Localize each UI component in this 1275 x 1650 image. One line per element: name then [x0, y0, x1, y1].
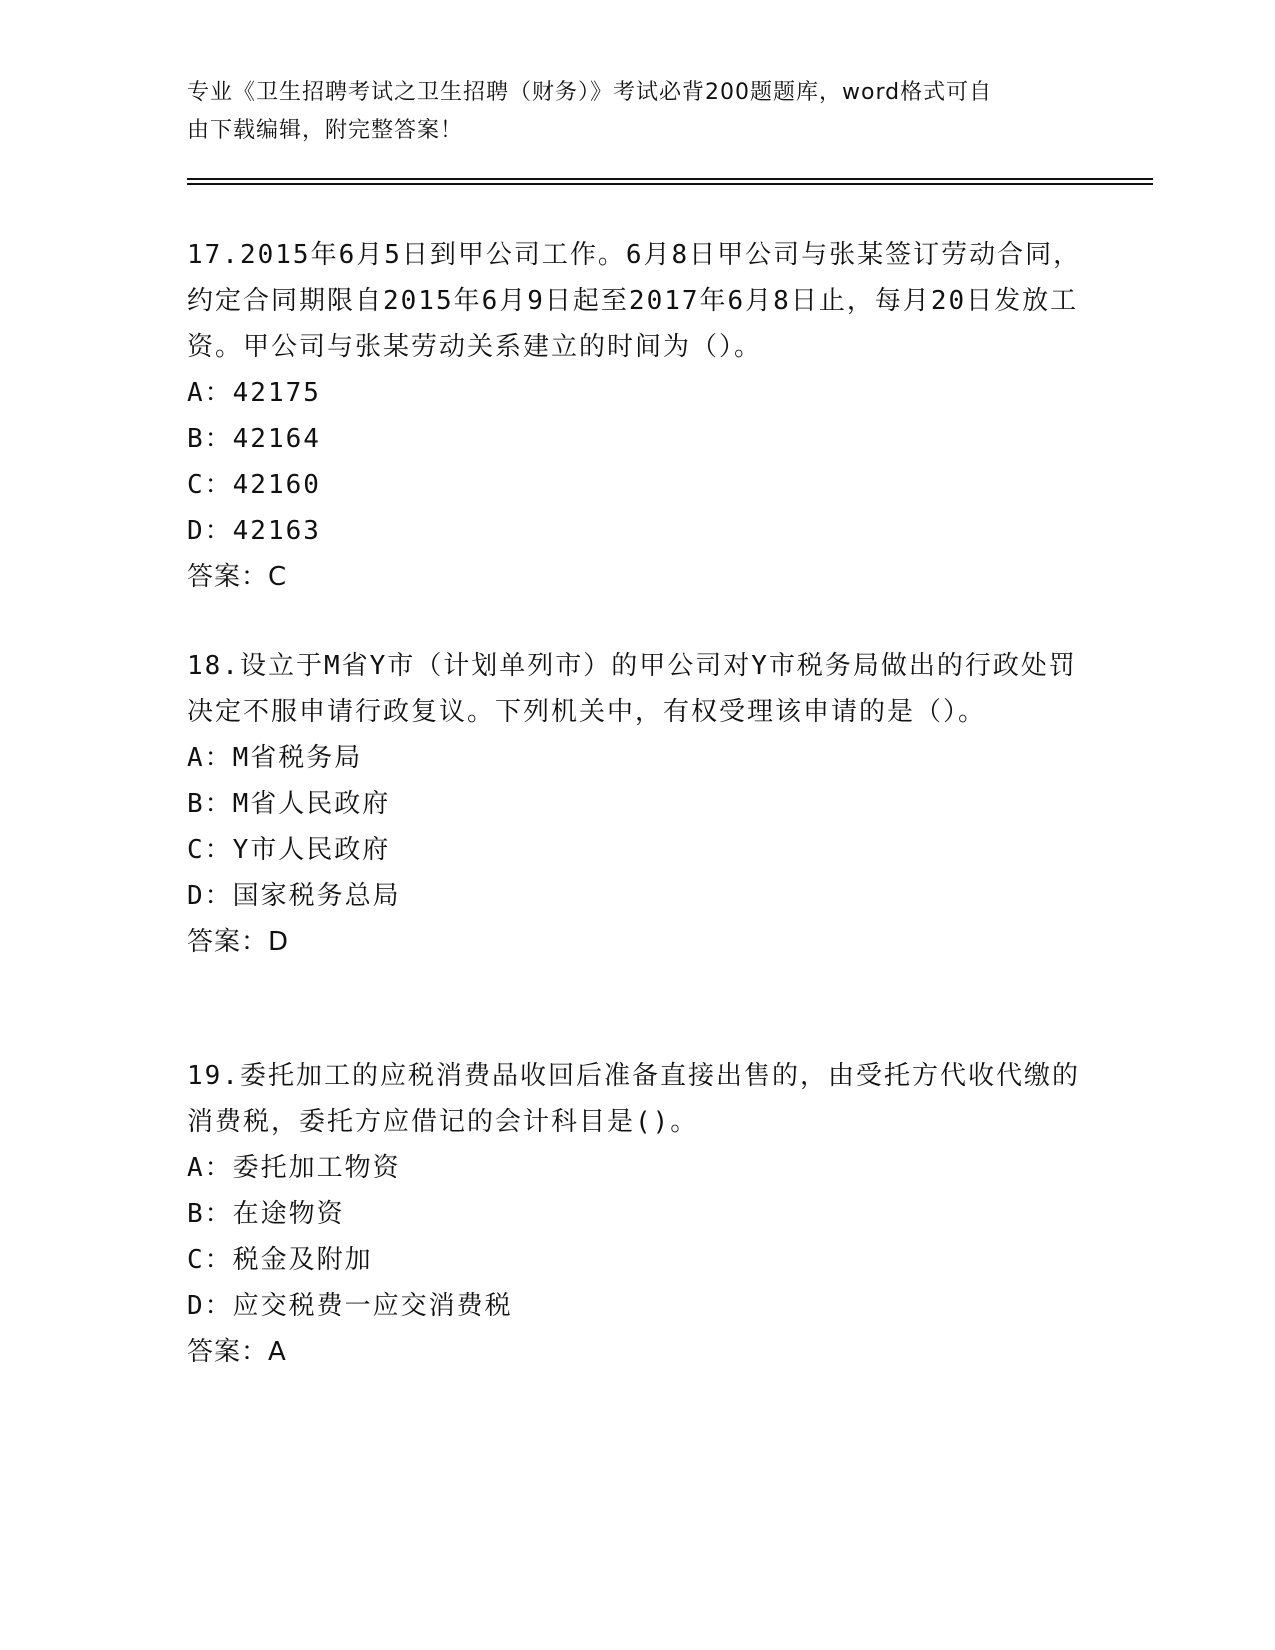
question-stem: 19.委托加工的应税消费品收回后准备直接出售的，由受托方代收代缴的消费税，委托方应借记的会计科目是()。 [187, 1061, 1080, 1137]
question-stem: 18.设立于M省Y市（计划单列市）的甲公司对Y市税务局做出的行政处罚决定不服申请行政复议。下列机关中，有权受理该申请的是（）。 [187, 651, 1077, 727]
answer-key: 答案：A [187, 1337, 287, 1367]
answer-key: 答案：D [187, 927, 290, 957]
question-17 [187, 232, 1087, 600]
answer-key: 答案：C [187, 562, 288, 592]
option-b: B：42164 [187, 424, 321, 454]
option-c: C：42160 [187, 470, 321, 500]
option-b: B：M省人民政府 [187, 789, 391, 819]
option-a: A：M省税务局 [187, 743, 363, 773]
option-d: D：42163 [187, 516, 321, 546]
option-d: D：应交税费一应交消费税 [187, 1291, 513, 1321]
option-c: C：Y市人民政府 [187, 835, 391, 865]
header-divider-top [187, 178, 1153, 180]
header-line-1: 专业《卫生招聘考试之卫生招聘（财务）》考试必背200题题库，word格式可自 [187, 80, 993, 105]
option-a: A：委托加工物资 [187, 1153, 401, 1183]
header-line-2: 由下载编辑，附完整答案！ [187, 118, 464, 143]
option-d: D：国家税务总局 [187, 881, 401, 911]
option-b: B：在途物资 [187, 1199, 345, 1229]
option-c: C：税金及附加 [187, 1245, 373, 1275]
question-18 [187, 643, 1087, 965]
question-19 [187, 1053, 1087, 1375]
document-header [187, 74, 1067, 150]
header-divider-bottom [187, 183, 1153, 185]
question-stem: 17.2015年6月5日到甲公司工作。6月8日甲公司与张某签订劳动合同，约定合同期限自2015年6月9日起至2017年6月8日止，每月20日发放工资。甲公司与张某劳动关系建立的时间为（）。 [187, 240, 1082, 362]
option-a: A：42175 [187, 378, 321, 408]
